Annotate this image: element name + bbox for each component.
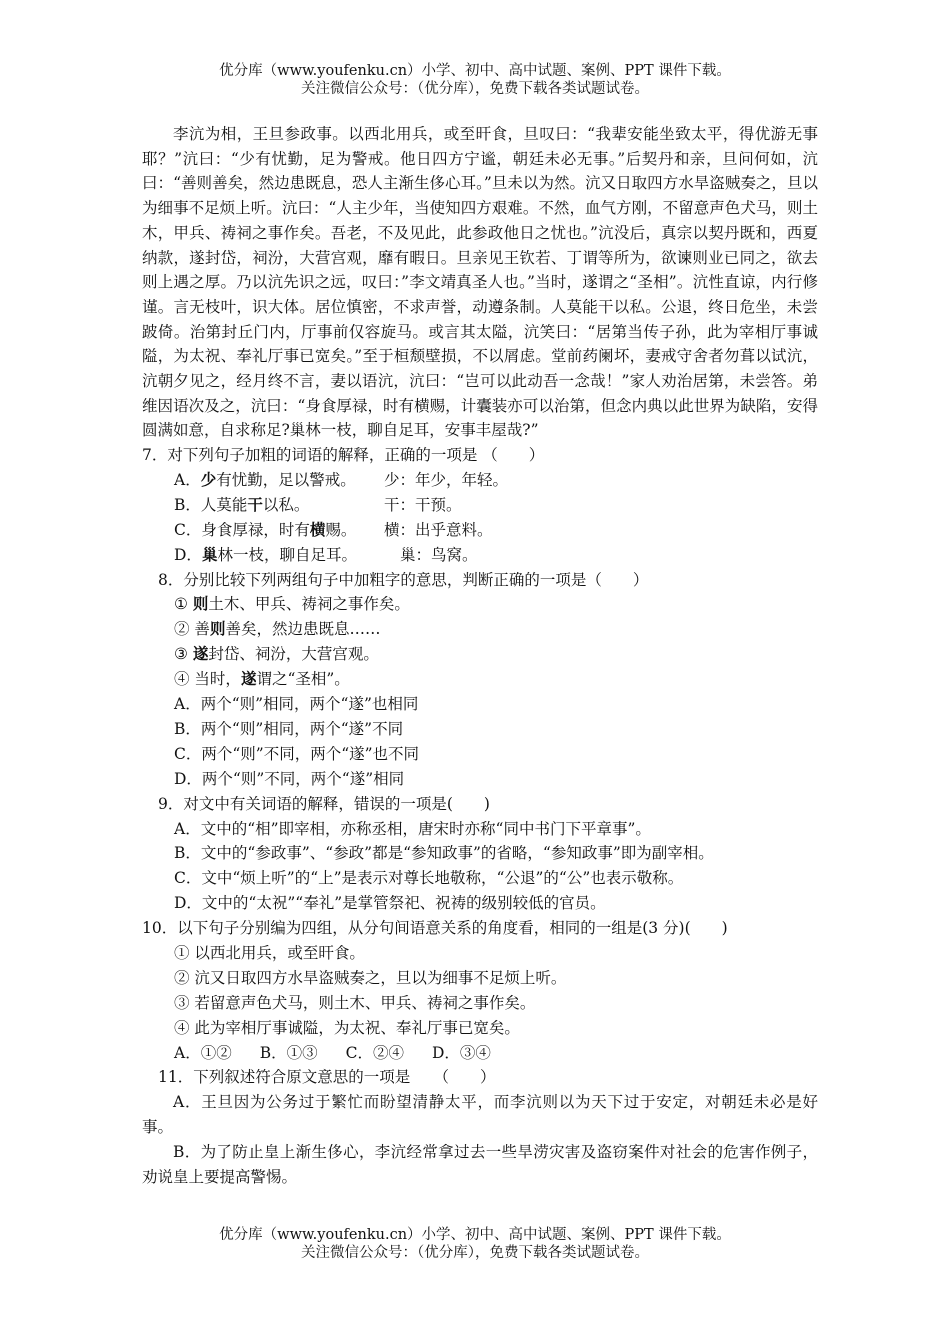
q8-item-4-post: 谓之“圣相”。: [256, 670, 350, 689]
q10-option-a: A．①②: [174, 1043, 232, 1062]
q8-item-2-post: 善矣，然边患既息……: [225, 620, 381, 639]
q10-option-b: B．①③: [259, 1043, 318, 1062]
q11-stem: 11．下列叙述符合原文意思的一项是 （ ）: [158, 1068, 496, 1087]
question-8: [142, 568, 818, 792]
q8-item-3-post: 封岱、祠汾，大营宫观。: [208, 645, 379, 664]
q7-option-d: [142, 543, 818, 568]
q8-item-4: [142, 667, 818, 692]
q8-item-1: [142, 592, 818, 617]
q7-a-post: 有忧勤，足以警戒。: [216, 471, 356, 490]
footer-line-1: 优分库（www.youfenku.cn）小学、初中、高中试题、案例、PPT 课件下载。: [219, 1227, 731, 1243]
question-10: [142, 916, 818, 1065]
q10-item-2: ② 沆又日取四方水旱盗贼奏之，旦以为细事不足烦上听。: [174, 968, 567, 987]
q10-item-4: ④ 此为宰相厅事诚隘，为太祝、奉礼厅事已宽矣。: [174, 1018, 520, 1037]
header-line-1: 优分库（www.youfenku.cn）小学、初中、高中试题、案例、PPT 课件下载。: [219, 63, 731, 79]
q10-item-3: ③ 若留意声色犬马，则土木、甲兵、祷祠之事作矣。: [174, 993, 536, 1012]
q7-a-pre: A．: [174, 471, 201, 490]
passage-text: 李沆为相，王旦参政事。以西北用兵，或至旰食，旦叹曰：“我辈安能坐致太平，得优游无事耶？”沆曰：“少有忧勤，足为警戒。他日四方宁谧，朝廷未必无事。”后契丹和亲，旦问何如，沆曰：“善则善矣，然边患既息，恐人主渐生侈心耳。”旦未以为然。沆又日取四方水旱盗贼奏之，旦以为细事不足烦上听。沆曰：“人主少年，当使知四方艰难。不然，血气方刚，不留意声色犬马，则土木，甲兵、祷祠之事作矣。吾老，不及见此，此参政他日之忧也。”沆没后，真宗以契丹既和，西夏纳款，遂封岱，祠汾，大营宫观，靡有暇日。旦亲见王钦若、丁谓等所为，欲谏则业已同之，欲去则上遇之厚。乃以沆先识之远，叹曰：”李文靖真圣人也。”当时，遂谓之“圣相”。沆性直谅，内行修谨。言无枝叶，识大体。居位慎密，不求声誉，动遵条制。人莫能干以私。公退，终日危坐，未尝跛倚。治第封丘门内，厅事前仅容旋马。或言其太隘，沆笑曰：“居第当传子孙，此为宰相厅事诚隘，为太祝、奉礼厅事已宽矣。”至于桓颓壁损，不以屑虑。堂前药阑坏，妻戒守舍者勿葺以试沆，沆朝夕见之，经月终不言，妻以语沆，沆曰：“岂可以此动吾一念哉！”家人劝治居第，未尝答。弟维因语次及之，沆曰：“身食厚禄，时有横赐，计囊装亦可以治第，但念内典以此世界为缺陷，安得圆满如意，自求称足?巢林一枝，聊自足耳，安事丰屋哉?”: [142, 125, 818, 440]
q7-d-gloss: 巢：鸟窝。: [400, 545, 478, 564]
q8-item-3-bold: 遂: [192, 644, 209, 664]
q8-option-b: B．两个“则”相同，两个“遂”不同: [174, 719, 404, 738]
q8-item-1-bold: 则: [192, 594, 209, 614]
page-header: [0, 62, 950, 98]
q7-c-post: 赐。: [325, 520, 357, 539]
page-footer: [0, 1226, 950, 1262]
q7-a-gloss: 少：年少，年轻。: [384, 471, 509, 490]
q10-item-1: ① 以西北用兵，或至旰食。: [174, 943, 365, 962]
q8-stem: 8．分别比较下列两组句子中加粗字的意思，判断正确的一项是（ ）: [158, 570, 649, 589]
q8-option-a: A．两个“则”相同，两个“遂”也相同: [174, 695, 419, 714]
q8-option-d: D．两个“则”不同，两个“遂”相同: [174, 769, 405, 788]
q9-option-a: A．文中的“相”即宰相，亦称丞相，唐宋时亦称“同中书门下平章事”。: [174, 819, 651, 838]
question-9: [142, 792, 818, 916]
q7-c-bold: 横: [309, 519, 326, 539]
q7-d-pre: D．: [174, 545, 202, 564]
q9-option-c: C．文中“烦上听”的“上”是表示对尊长地敬称，“公退”的“公”也表示敬称。: [174, 869, 684, 888]
q8-item-1-post: 土木、甲兵、祷祠之事作矣。: [208, 595, 410, 614]
q8-option-c: C．两个“则”不同，两个“遂”也不同: [174, 744, 420, 763]
q11-option-b: B．为了防止皇上渐生侈心，李沆经常拿过去一些旱涝灾害及盗窃案件对社会的危害作例子，劝说皇上要提高警惕。: [142, 1143, 818, 1187]
header-line-2: 关注微信公众号：（优分库），免费下载各类试题试卷。: [301, 81, 649, 97]
q10-option-c: C．②④: [345, 1043, 404, 1062]
question-11: [142, 1065, 818, 1190]
reading-passage: [142, 122, 818, 443]
q9-stem: 9．对文中有关词语的解释，错误的一项是( ): [158, 794, 490, 813]
q7-d-post: 林一枝，聊自足耳。: [217, 545, 357, 564]
q8-item-3-pre: ③: [174, 645, 193, 664]
question-7: [142, 443, 818, 567]
q7-option-c: [142, 518, 818, 543]
q7-option-a: [142, 468, 818, 493]
q10-option-d: D．③④: [431, 1043, 491, 1062]
q10-options: [142, 1041, 818, 1066]
page-content: [142, 122, 818, 1190]
q8-item-4-bold: 遂: [240, 669, 257, 689]
q8-item-3: [142, 642, 818, 667]
q7-c-pre: C．身食厚禄，时有: [174, 520, 310, 539]
q9-option-b: B．文中的“参政事”、“参政”都是“参知政事”的省略，“参知政事”即为副宰相。: [174, 844, 714, 863]
q11-option-a: A．王旦因为公务过于繁忙而盼望清静太平，而李沆则以为天下过于安定，对朝廷未必是好事。: [142, 1093, 818, 1137]
q8-item-1-pre: ①: [174, 595, 193, 614]
q7-b-bold: 干: [247, 494, 263, 514]
q8-item-2-bold: 则: [209, 619, 226, 639]
q8-item-2: [142, 617, 818, 642]
q7-d-bold: 巢: [201, 544, 218, 564]
q8-item-2-pre: ② 善: [174, 620, 210, 639]
q7-c-gloss: 横：出乎意料。: [384, 520, 493, 539]
q7-b-pre: B．人莫能: [174, 495, 248, 514]
q10-stem: 10．以下句子分别编为四组，从分句间语意关系的角度看，相同的一组是(3 分)( ): [142, 919, 728, 938]
q7-b-gloss: 干：干预。: [384, 495, 462, 514]
q7-a-bold: 少: [200, 470, 217, 490]
q7-option-b: [142, 493, 818, 518]
q7-stem: 7．对下列句子加粗的词语的解释，正确的一项是 （ ）: [142, 446, 545, 465]
q8-item-4-pre: ④ 当时，: [174, 670, 241, 689]
q9-option-d: D．文中的“太祝”“奉礼”是掌管祭祀、祝祷的级别较低的官员。: [174, 894, 606, 913]
q7-b-post: 以私。: [262, 495, 310, 514]
footer-line-2: 关注微信公众号：（优分库），免费下载各类试题试卷。: [301, 1245, 649, 1261]
